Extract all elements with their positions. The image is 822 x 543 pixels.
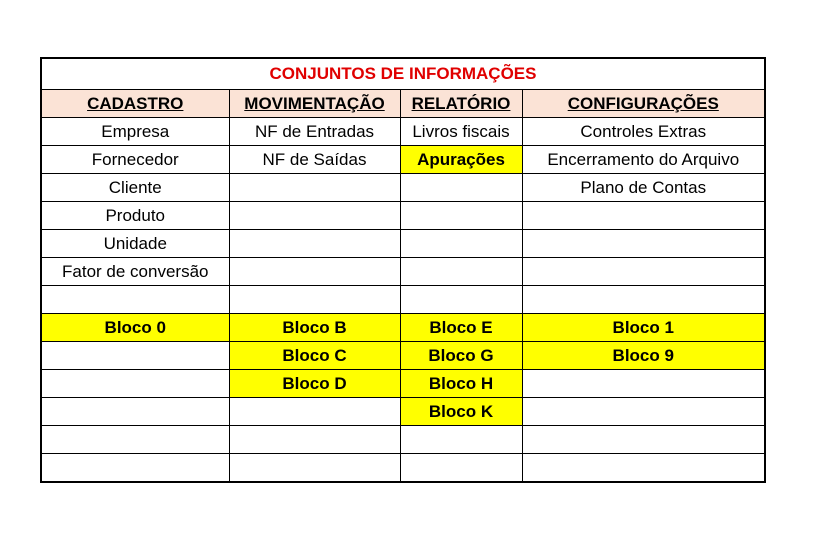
cell[interactable]: NF de Entradas xyxy=(229,118,400,146)
cell[interactable] xyxy=(522,370,765,398)
cell-highlighted[interactable]: Bloco 9 xyxy=(522,342,765,370)
table-row xyxy=(41,342,765,370)
table-row xyxy=(41,314,765,342)
cell[interactable] xyxy=(41,426,229,454)
cell[interactable]: Encerramento do Arquivo xyxy=(522,146,765,174)
cell[interactable] xyxy=(229,286,400,314)
cell[interactable]: Empresa xyxy=(41,118,229,146)
header-relatorio[interactable]: RELATÓRIO xyxy=(400,90,522,118)
table-row xyxy=(41,454,765,483)
table-row xyxy=(41,118,765,146)
cell-highlighted[interactable]: Bloco E xyxy=(400,314,522,342)
cell[interactable]: Produto xyxy=(41,202,229,230)
cell[interactable] xyxy=(522,230,765,258)
title-row xyxy=(41,58,765,90)
cell[interactable] xyxy=(400,202,522,230)
cell[interactable] xyxy=(400,426,522,454)
header-row xyxy=(41,90,765,118)
cell[interactable] xyxy=(400,454,522,483)
cell[interactable]: Unidade xyxy=(41,230,229,258)
header-cadastro[interactable]: CADASTRO xyxy=(41,90,229,118)
cell[interactable] xyxy=(522,426,765,454)
cell[interactable] xyxy=(400,174,522,202)
cell[interactable] xyxy=(41,398,229,426)
cell[interactable] xyxy=(522,202,765,230)
cell[interactable]: Livros fiscais xyxy=(400,118,522,146)
cell[interactable] xyxy=(522,286,765,314)
cell[interactable] xyxy=(229,454,400,483)
cell-highlighted[interactable]: Bloco 0 xyxy=(41,314,229,342)
cell[interactable] xyxy=(400,230,522,258)
cell[interactable] xyxy=(229,426,400,454)
header-movimentacao[interactable]: MOVIMENTAÇÃO xyxy=(229,90,400,118)
cell[interactable] xyxy=(229,398,400,426)
table-row xyxy=(41,174,765,202)
cell[interactable] xyxy=(41,370,229,398)
cell-highlighted[interactable]: Bloco K xyxy=(400,398,522,426)
cell[interactable]: Plano de Contas xyxy=(522,174,765,202)
cell-highlighted[interactable]: Bloco B xyxy=(229,314,400,342)
cell-highlighted[interactable]: Bloco 1 xyxy=(522,314,765,342)
cell[interactable] xyxy=(41,454,229,483)
table-title: CONJUNTOS DE INFORMAÇÕES xyxy=(41,58,765,90)
cell[interactable]: Fornecedor xyxy=(41,146,229,174)
cell-highlighted[interactable]: Bloco H xyxy=(400,370,522,398)
cell-highlighted[interactable]: Bloco G xyxy=(400,342,522,370)
information-sets-table xyxy=(40,57,766,483)
cell[interactable] xyxy=(522,258,765,286)
table-row xyxy=(41,202,765,230)
table-row xyxy=(41,426,765,454)
cell[interactable]: Controles Extras xyxy=(522,118,765,146)
table-row xyxy=(41,146,765,174)
cell-highlighted[interactable]: Bloco D xyxy=(229,370,400,398)
cell[interactable] xyxy=(522,454,765,483)
cell[interactable] xyxy=(229,230,400,258)
table-row xyxy=(41,286,765,314)
cell[interactable] xyxy=(522,398,765,426)
cell[interactable] xyxy=(229,174,400,202)
cell[interactable] xyxy=(41,342,229,370)
cell[interactable] xyxy=(400,286,522,314)
cell[interactable]: Fator de conversão xyxy=(41,258,229,286)
header-configuracoes[interactable]: CONFIGURAÇÕES xyxy=(522,90,765,118)
table-row xyxy=(41,398,765,426)
table-row xyxy=(41,230,765,258)
cell[interactable]: NF de Saídas xyxy=(229,146,400,174)
table-row xyxy=(41,258,765,286)
cell-highlighted[interactable]: Apurações xyxy=(400,146,522,174)
cell[interactable] xyxy=(229,202,400,230)
cell[interactable] xyxy=(41,286,229,314)
table-row xyxy=(41,370,765,398)
cell[interactable] xyxy=(229,258,400,286)
cell-highlighted[interactable]: Bloco C xyxy=(229,342,400,370)
cell[interactable] xyxy=(400,258,522,286)
cell[interactable]: Cliente xyxy=(41,174,229,202)
